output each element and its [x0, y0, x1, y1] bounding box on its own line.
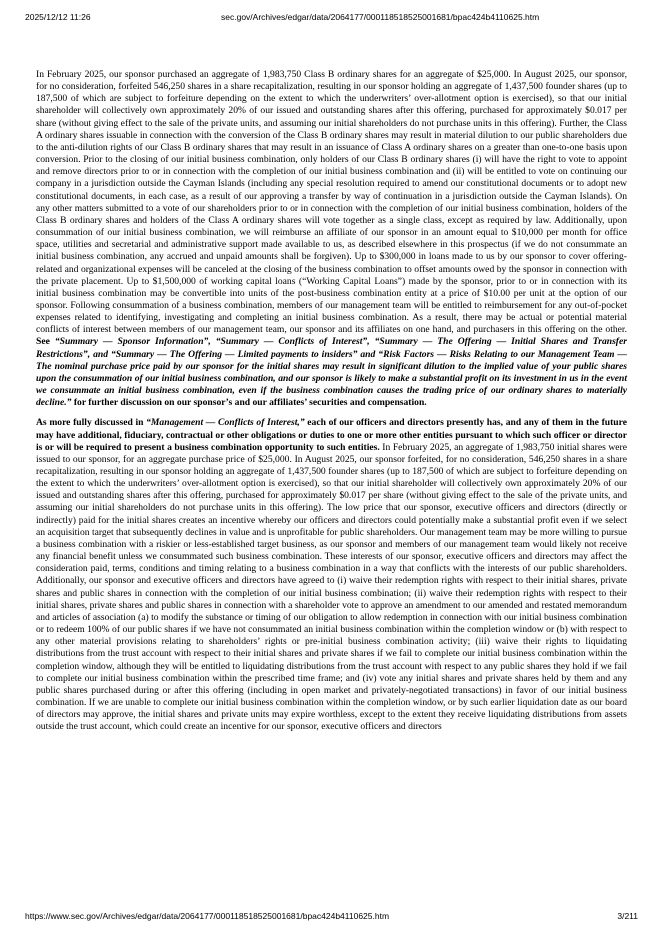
p1-cross-references: “Summary — Sponsor Information”, “Summary — Conflicts of Interest”, “Summary — The Offering — Initial Shares and Transfer Restrictions”, and “Summary — The Offering — Limited payments to insiders” and “Risk Factors — Risks Relating to our Management Team — The nominal purchase price paid by our sponsor for the initial shares may result in significant dilution to the implied value of your public shares upon the consummation of our initial business combination, and our sponsor is likely to make a substantial profit on its investment in us in the event we consummate an initial business combination, even if the business combination causes the trading price of our ordinary shares to materially decline.” [36, 336, 627, 409]
p2-lead-in: As more fully discussed in [36, 417, 147, 429]
print-datetime: 2025/12/12 11:26 [25, 12, 91, 22]
p1-see: See [36, 336, 55, 348]
print-header-url: sec.gov/Archives/edgar/data/2064177/000118518525001681/bpac424b4110625.htm [221, 12, 540, 22]
browser-print-header [0, 12, 662, 24]
document-body [36, 69, 627, 733]
print-page-number: 3/211 [617, 911, 638, 921]
p2-text: In February 2025, an aggregate of 1,983,750 initial shares were issued to our sponsor, for an aggregate purchase price of $25,000. In August 2025, our sponsor forfeited, for no consideration, 546,250 shares in a share recapitalization, resulting in our sponsor holding an aggregate of 1,437,500 founder shares (up to 187,500 of which are subject to forfeiture depending on the extent to which the underwriters’ over-allotment option is exercised), so that our initial shareholder will collectively own approximately 20% of our issued and outstanding shares after this offering, purchased for approximately $0.017 per share (without giving effect to the sale of the private units, and assuming our initial shareholders do not purchase units in this offering). The low price that our sponsor, executive officers and directors (directly or indirectly) paid for the initial shares creates an incentive whereby our officers and directors could potentially make a substantial profit even if we select an acquisition target that subsequently declines in value and is unprofitable for public shareholders. Our management team may be more willing to pursue a business combination with a riskier or less-established target business, as our sponsor and members of our management team would likely not receive any financial benefit unless we consummated such business combination. These interests of our sponsor, executive officers and directors may affect the consideration paid, terms, conditions and timing relating to a business combination in a way that conflicts with the interests of our public shareholders. Additionally, our sponsor and executive officers and directors have agreed to (i) waive their redemption rights with respect to their initial shares, private shares and public shares in connection with the completion of our initial business combination; (ii) waive their redemption rights with respect to their initial shares, private shares and public shares in connection with a shareholder vote to approve an amendment to our amended and restated memorandum and articles of association (a) to modify the substance or timing of our obligation to allow redemption in connection with our initial business combination or to redeem 100% of our public shares if we have not consummated an initial business combination within the completion window or (b) with respect to any other material provisions relating to shareholders’ rights or pre-initial business combination activity; (iii) waive their rights to liquidating distributions from the trust account with respect to their initial shares and private shares if we fail to complete our initial business combination within the completion window, although they will be entitled to liquidating distributions from the trust account with respect to any public shares they hold if we fail to complete our initial business combination within the prescribed time frame; and (iv) vote any initial shares and private shares held by them and any public shares purchased during or after this offering (including in open market and privately-negotiated transactions) in favor of our initial business combination. If we are unable to complete our initial business combination within the completion window, or by such earlier liquidation date as our board of directors may approve, the initial shares and private units may expire worthless, except to the extent they receive liquidating distributions from assets outside the trust account, which could create an incentive for our sponsor, executive officers and directors [36, 441, 628, 733]
p1-text: In February 2025, our sponsor purchased an aggregate of 1,983,750 Class B ordinary shares for an aggregate of $25,000. In August 2025, our sponsor, for no consideration, forfeited 546,250 shares in a share recapitalization, resulting in our sponsor holding an aggregate of 1,437,500 founder shares (up to 187,500 of which are subject to forfeiture depending on the extent to which the underwriters’ over-allotment option is exercised), so that our initial shareholder will collectively own approximately 20% of our issued and outstanding shares after this offering, purchased for approximately $0.017 per share (without giving effect to the sale of the private units, and assuming our initial shareholders do not purchase units in this offering). Further, the Class A ordinary shares issuable in connection with the conversion of the Class B ordinary shares may result in material dilution to our public shareholders due to the anti-dilution rights of our Class B ordinary shares that may result in an issuance of Class A ordinary shares on a greater than one-to-one basis upon conversion. Prior to the closing of our initial business combination, only holders of our Class B ordinary shares (i) will have the right to vote to appoint and remove directors prior to or in connection with the completion of our initial business combination and (ii) will be entitled to vote on continuing our company in a jurisdiction outside the Cayman Islands (including any special resolution required to amend our constitutional documents or to adopt new constitutional documents, in each case, as a result of our approving a transfer by way of continuation in a jurisdiction outside the Cayman Islands). On any other matters submitted to a vote of our shareholders prior to or in connection with the completion of our initial business combination, holders of the Class B ordinary shares and holders of the Class A ordinary shares will vote together as a single class, except as required by law. Additionally, upon consummation of our initial business combination, we will reimburse an affiliate of our sponsor in an amount equal to $10,000 per month for office space, utilities and secretarial and administrative support made available to us, as described elsewhere in this prospectus (if we do not consummate an initial business combination, any accrued and unpaid amounts shall be forgiven). Up to $300,000 in loans made to us by our sponsor to cover offering-related and organizational expenses will be canceled at the closing of the business combination to offset amounts owed by the sponsor in connection with the private placement. Up to $1,500,000 of working capital loans (“Working Capital Loans”) made by the sponsor, prior to or in connection with its initial business combination may be convertible into units of the post-business combination entity at a price of $10.00 per unit at the option of our sponsor. Following consummation of a business combination, members of our management team will be entitled to reimbursement for any out-of-pocket expenses related to identifying, investigating and completing an initial business combination. As a result, there may be actual or potential material conflicts of interest between members of our management team, our sponsor and its affiliates on one hand, and purchasers in this offering on the other. [36, 69, 627, 336]
paragraph-sponsor-shares [36, 69, 627, 409]
paragraph-conflicts-of-interest [36, 417, 627, 733]
p2-cross-reference: “Management — Conflicts of Interest,” [146, 417, 305, 429]
print-footer-url: https://www.sec.gov/Archives/edgar/data/2064177/000118518525001681/bpac424b4110625.htm [25, 911, 390, 921]
p2-obligations: each of our officers and directors presently has, and any of them in the future may have additional, fiduciary, contractual or other obligations or duties to one or more other entities pursuant to which such officer or director is or will be required to present a business combination opportunity to such entities. [36, 417, 627, 453]
p1-further-discussion: for further discussion on our sponsor’s and our affiliates’ securities and compensation. [71, 397, 427, 409]
browser-print-footer [0, 911, 662, 923]
